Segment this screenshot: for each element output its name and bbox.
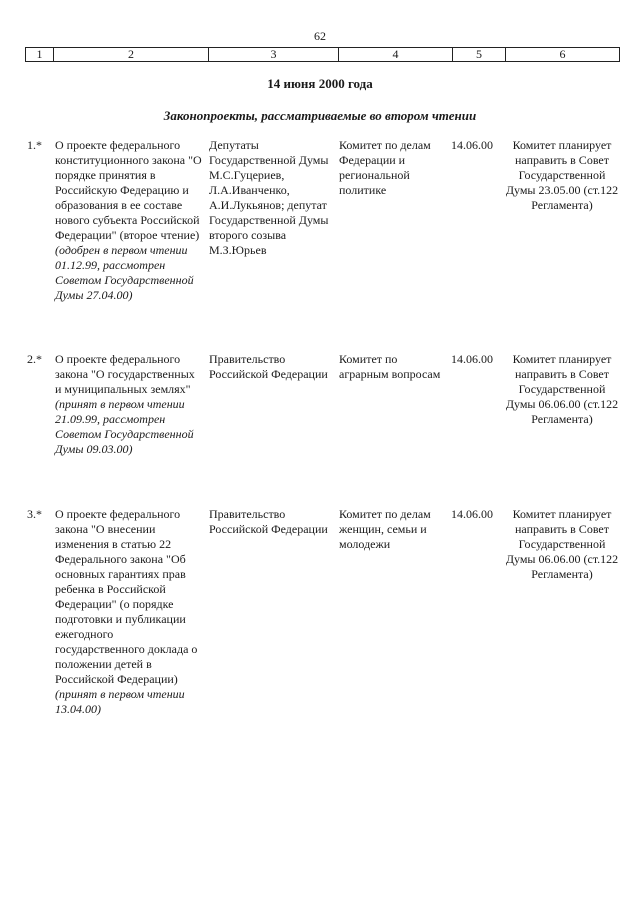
bill-title-cell xyxy=(55,507,203,717)
responsible-committee: Комитет по делам Федерации и региональной политике xyxy=(339,138,431,197)
bill-initiator: Правительство Российской Федерации xyxy=(209,507,328,536)
bill-title-cell xyxy=(55,138,203,303)
entry-number: 3.* xyxy=(27,507,42,521)
bill-title: О проекте федерального закона "О государственных и муниципальных землях" xyxy=(55,352,195,396)
review-date: 14.06.00 xyxy=(451,352,493,366)
column-number: 4 xyxy=(339,48,453,62)
entry-number: 2.* xyxy=(27,352,42,366)
column-number: 3 xyxy=(209,48,339,62)
responsible-committee: Комитет по делам женщин, семьи и молодежи xyxy=(339,507,431,551)
date-heading: 14 июня 2000 года xyxy=(267,76,373,91)
bill-status-note: (принят в первом чтении 21.09.99, рассмотрен Советом Государственной Думы 09.03.00) xyxy=(55,397,194,456)
column-number: 5 xyxy=(453,48,506,62)
entry-number: 1.* xyxy=(27,138,42,152)
section-heading: Законопроекты, рассматриваемые во втором чтении xyxy=(163,108,477,123)
review-date: 14.06.00 xyxy=(451,138,493,152)
bill-title-cell xyxy=(55,352,203,457)
bill-initiator: Депутаты Государственной Думы М.С.Гуцериев, Л.А.Иванченко, А.И.Лукьянов; депутат Государственной Думы второго созыва М.З.Юрьев xyxy=(209,138,329,257)
committee-plan-note: Комитет планирует направить в Совет Государственной Думы 06.06.00 (ст.122 Регламента) xyxy=(505,507,619,581)
bill-initiator: Правительство Российской Федерации xyxy=(209,352,328,381)
column-number: 2 xyxy=(54,48,209,62)
column-number: 6 xyxy=(506,48,620,62)
page-number: 62 xyxy=(314,29,326,43)
bill-title: О проекте федерального закона "О внесении изменения в статью 22 Федерального закона "Об основных гарантиях прав ребенка в Российской Федерации" (о порядке подготовки и публикации ежегодного государственного доклада о положении детей в Российской Федерации) xyxy=(55,507,198,686)
column-number: 1 xyxy=(26,48,54,62)
column-number-row xyxy=(25,47,620,62)
committee-plan-note: Комитет планирует направить в Совет Государственной Думы 06.06.00 (ст.122 Регламента) xyxy=(505,352,619,426)
review-date: 14.06.00 xyxy=(451,507,493,521)
committee-plan-note: Комитет планирует направить в Совет Государственной Думы 23.05.00 (ст.122 Регламента) xyxy=(505,138,619,212)
bill-status-note: (одобрен в первом чтении 01.12.99, рассмотрен Советом Государственной Думы 27.04.00) xyxy=(55,243,194,302)
bill-status-note: (принят в первом чтении 13.04.00) xyxy=(55,687,185,716)
bill-title: О проекте федерального конституционного закона "О порядке принятия в Российскую Федерацию и образования в ее составе нового субъекта Российской Федерации" (второе чтение) xyxy=(55,138,202,242)
responsible-committee: Комитет по аграрным вопросам xyxy=(339,352,441,381)
